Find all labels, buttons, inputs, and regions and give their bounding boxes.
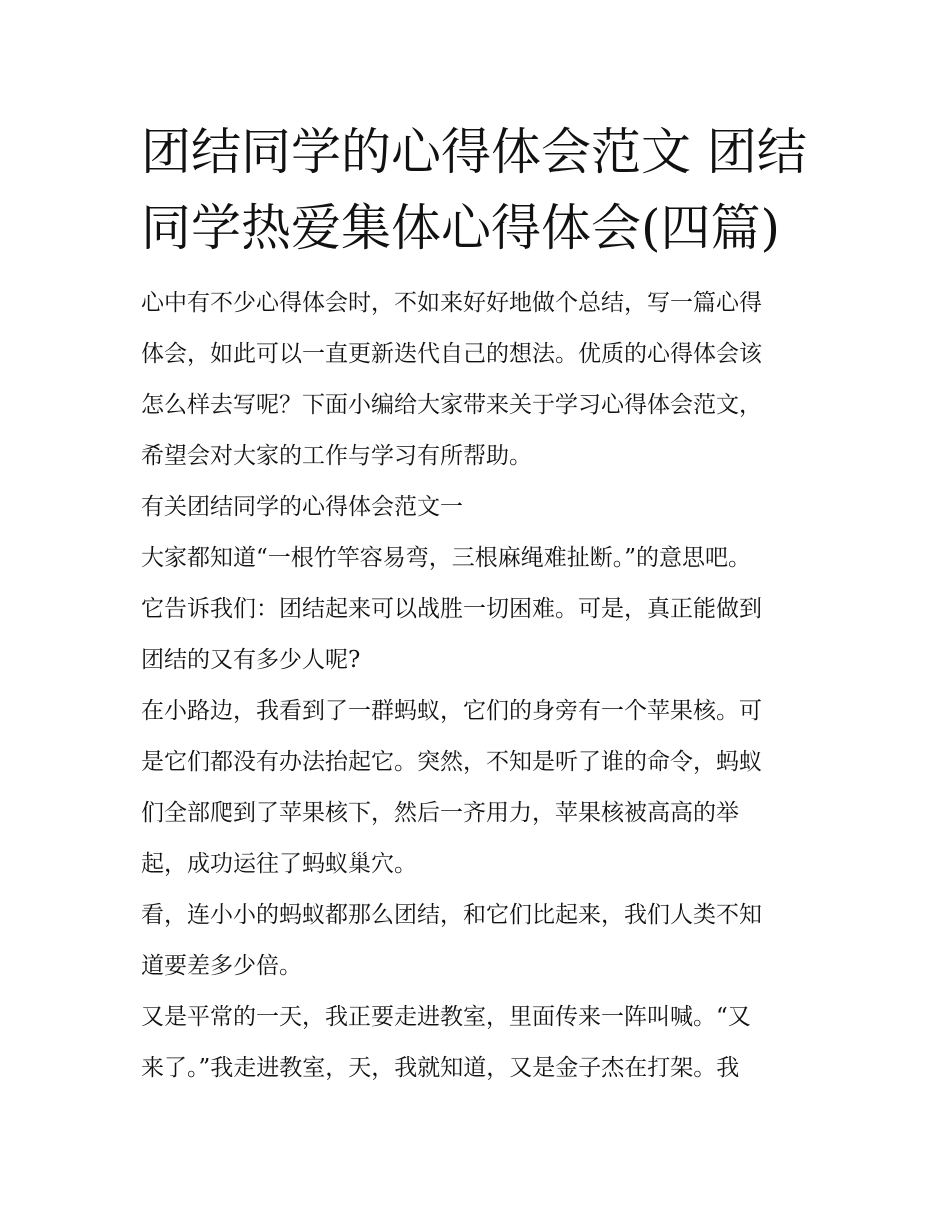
body-line: 是它们都没有办法抬起它。突然，不知是听了谁的命令，蚂蚁 bbox=[141, 749, 762, 775]
body-line: 团结的又有多少人呢? bbox=[141, 647, 361, 673]
body-line: 大家都知道“一根竹竿容易弯，三根麻绳难扯断。”的意思吧。 bbox=[141, 545, 752, 571]
title-line-2: 同学热爱集体心得体会(四篇) bbox=[141, 199, 781, 257]
body-line: 在小路边，我看到了一群蚂蚁，它们的身旁有一个苹果核。可 bbox=[141, 698, 762, 724]
body-line: 起，成功运往了蚂蚁巢穴。 bbox=[141, 851, 417, 877]
body-line: 心中有不少心得体会时，不如来好好地做个总结，写一篇心得 bbox=[141, 290, 762, 316]
body-line: 希望会对大家的工作与学习有所帮助。 bbox=[141, 443, 532, 469]
document-title bbox=[141, 114, 821, 266]
body-line: 体会，如此可以一直更新迭代自己的想法。优质的心得体会该 bbox=[141, 341, 762, 367]
title-line-1: 团结同学的心得体会范文 团结 bbox=[141, 123, 807, 181]
body-line: 看，连小小的蚂蚁都那么团结，和它们比起来，我们人类不知 bbox=[141, 902, 762, 928]
body-line: 它告诉我们：团结起来可以战胜一切困难。可是，真正能做到 bbox=[141, 596, 762, 622]
body-line: 道要差多少倍。 bbox=[141, 953, 302, 979]
section-heading: 有关团结同学的心得体会范文一 bbox=[141, 494, 463, 520]
body-line: 又是平常的一天，我正要走进教室，里面传来一阵叫喊。“又 bbox=[141, 1004, 751, 1030]
body-line: 怎么样去写呢？下面小编给大家带来关于学习心得体会范文， bbox=[141, 392, 762, 418]
body-line: 来了。”我走进教室，天，我就知道，又是金子杰在打架。我 bbox=[141, 1055, 740, 1081]
body-line: 们全部爬到了苹果核下，然后一齐用力，苹果核被高高的举 bbox=[141, 800, 739, 826]
document-body bbox=[141, 278, 831, 1094]
